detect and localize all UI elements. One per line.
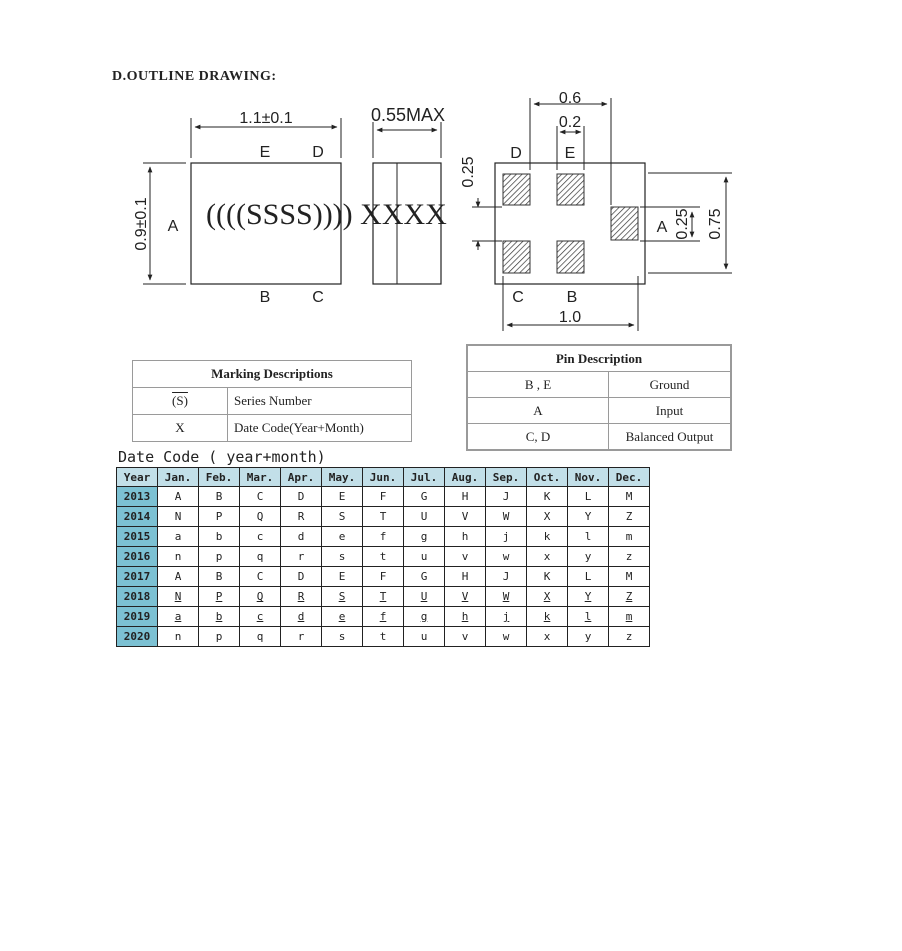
code-cell: u — [404, 547, 445, 567]
code-cell: B — [199, 487, 240, 507]
bottom-view — [460, 90, 732, 331]
column-header: Jan. — [158, 468, 199, 487]
code-cell: s — [322, 547, 363, 567]
code-cell: s — [322, 627, 363, 647]
date-code-title: Date Code ( year+month) — [118, 448, 326, 466]
code-cell: v — [445, 547, 486, 567]
function-cell: Ground — [609, 372, 732, 398]
top-view-marking: ((((SSSS)))) XXXX — [206, 198, 447, 231]
code-cell: f — [363, 527, 404, 547]
year-cell: 2015 — [117, 527, 158, 547]
code-cell: D — [281, 487, 322, 507]
bottom-pin-b: B — [566, 289, 578, 306]
year-cell: 2014 — [117, 507, 158, 527]
column-header: May. — [322, 468, 363, 487]
code-cell: N — [158, 507, 199, 527]
code-cell: x — [527, 547, 568, 567]
column-header: Apr. — [281, 468, 322, 487]
code-cell: h — [445, 527, 486, 547]
bottom-dim-right-inner: 0.25 — [674, 208, 691, 240]
column-header: Year — [117, 468, 158, 487]
code-cell: t — [363, 627, 404, 647]
code-cell: c — [240, 527, 281, 547]
code-cell: p — [199, 547, 240, 567]
year-cell: 2017 — [117, 567, 158, 587]
column-header: Sep. — [486, 468, 527, 487]
bottom-dim-right-outer: 0.75 — [707, 208, 724, 240]
top-pin-d: D — [312, 144, 324, 161]
description-cell: Date Code(Year+Month) — [228, 415, 412, 442]
code-cell: z — [609, 627, 650, 647]
code-cell: v — [445, 627, 486, 647]
code-cell: l — [568, 527, 609, 547]
function-cell: Input — [609, 398, 732, 424]
bottom-pin-d: D — [510, 145, 522, 162]
table-row — [117, 527, 650, 547]
code-cell: R — [281, 587, 322, 607]
pin-description-table — [466, 344, 732, 451]
code-cell: y — [568, 547, 609, 567]
code-cell: J — [486, 567, 527, 587]
code-cell: K — [527, 567, 568, 587]
code-cell: m — [609, 607, 650, 627]
code-cell: K — [527, 487, 568, 507]
code-cell: h — [445, 607, 486, 627]
table-row — [467, 424, 731, 451]
code-cell: A — [158, 487, 199, 507]
code-cell: L — [568, 487, 609, 507]
column-header: Jul. — [404, 468, 445, 487]
code-cell: Z — [609, 507, 650, 527]
top-view-height-dim: 0.9±0.1 — [133, 197, 150, 251]
code-cell: k — [527, 607, 568, 627]
year-cell: 2016 — [117, 547, 158, 567]
pin-description-title: Pin Description — [467, 345, 731, 372]
code-cell: x — [527, 627, 568, 647]
code-cell: z — [609, 547, 650, 567]
code-cell: F — [363, 567, 404, 587]
code-cell: u — [404, 627, 445, 647]
pin-cell: A — [467, 398, 609, 424]
code-cell: Y — [568, 507, 609, 527]
code-cell: A — [158, 567, 199, 587]
code-cell: M — [609, 567, 650, 587]
code-cell: e — [322, 607, 363, 627]
code-cell: U — [404, 507, 445, 527]
side-view — [371, 105, 445, 284]
code-cell: Q — [240, 587, 281, 607]
code-cell: B — [199, 567, 240, 587]
table-row — [117, 507, 650, 527]
code-cell: r — [281, 547, 322, 567]
column-header: Feb. — [199, 468, 240, 487]
table-row — [117, 587, 650, 607]
code-cell: g — [404, 607, 445, 627]
year-cell: 2013 — [117, 487, 158, 507]
pin-cell: C, D — [467, 424, 609, 451]
code-cell: b — [199, 607, 240, 627]
code-cell: J — [486, 487, 527, 507]
code-cell: S — [322, 507, 363, 527]
bottom-pin-e: E — [564, 145, 576, 162]
code-cell: w — [486, 547, 527, 567]
code-cell: r — [281, 627, 322, 647]
code-cell: Z — [609, 587, 650, 607]
table-row — [467, 398, 731, 424]
code-cell: X — [527, 587, 568, 607]
code-cell: T — [363, 507, 404, 527]
section-heading: D.OUTLINE DRAWING: — [112, 69, 277, 84]
code-cell: W — [486, 507, 527, 527]
code-cell: q — [240, 547, 281, 567]
column-header: Aug. — [445, 468, 486, 487]
table-row — [117, 627, 650, 647]
code-cell: H — [445, 567, 486, 587]
year-cell: 2020 — [117, 627, 158, 647]
bottom-dim-left: 0.25 — [460, 156, 477, 188]
code-cell: a — [158, 607, 199, 627]
pin-cell: B , E — [467, 372, 609, 398]
marking-descriptions-title: Marking Descriptions — [133, 361, 412, 388]
table-row — [467, 372, 731, 398]
description-cell: Series Number — [228, 388, 412, 415]
code-cell: m — [609, 527, 650, 547]
code-cell: t — [363, 547, 404, 567]
code-cell: C — [240, 487, 281, 507]
symbol-cell: X — [133, 415, 228, 442]
column-header: Oct. — [527, 468, 568, 487]
code-cell: R — [281, 507, 322, 527]
code-cell: V — [445, 587, 486, 607]
code-cell: Q — [240, 507, 281, 527]
code-cell: w — [486, 627, 527, 647]
code-cell: D — [281, 567, 322, 587]
code-cell: d — [281, 527, 322, 547]
table-row — [133, 415, 412, 442]
top-pin-b: B — [259, 289, 271, 306]
code-cell: F — [363, 487, 404, 507]
column-header: Dec. — [609, 468, 650, 487]
code-cell: M — [609, 487, 650, 507]
table-row — [117, 567, 650, 587]
code-cell: N — [158, 587, 199, 607]
code-cell: n — [158, 547, 199, 567]
code-cell: f — [363, 607, 404, 627]
bottom-dim-top-inner: 0.2 — [558, 114, 582, 131]
table-row — [117, 547, 650, 567]
top-pin-e: E — [259, 144, 271, 161]
code-cell: S — [322, 587, 363, 607]
code-cell: n — [158, 627, 199, 647]
table-row — [117, 607, 650, 627]
code-cell: P — [199, 507, 240, 527]
code-cell: c — [240, 607, 281, 627]
year-cell: 2018 — [117, 587, 158, 607]
top-view — [133, 110, 447, 306]
code-cell: U — [404, 587, 445, 607]
function-cell: Balanced Output — [609, 424, 732, 451]
top-view-width-dim: 1.1±0.1 — [239, 110, 293, 127]
outline-drawing — [0, 0, 902, 340]
code-cell: b — [199, 527, 240, 547]
code-cell: y — [568, 627, 609, 647]
date-code-table — [116, 467, 650, 647]
code-cell: P — [199, 587, 240, 607]
bottom-pin-a: A — [656, 219, 668, 236]
code-cell: q — [240, 627, 281, 647]
symbol-cell: (S) — [172, 393, 188, 408]
code-cell: Y — [568, 587, 609, 607]
code-cell: l — [568, 607, 609, 627]
bottom-dim-top-outer: 0.6 — [558, 90, 582, 107]
column-header: Jun. — [363, 468, 404, 487]
code-cell: d — [281, 607, 322, 627]
table-row — [133, 388, 412, 415]
code-cell: E — [322, 487, 363, 507]
code-cell: e — [322, 527, 363, 547]
code-cell: j — [486, 527, 527, 547]
table-row — [117, 487, 650, 507]
code-cell: X — [527, 507, 568, 527]
code-cell: C — [240, 567, 281, 587]
code-cell: j — [486, 607, 527, 627]
code-cell: a — [158, 527, 199, 547]
code-cell: G — [404, 487, 445, 507]
column-header: Mar. — [240, 468, 281, 487]
top-pin-a: A — [167, 218, 179, 235]
top-pin-c: C — [312, 289, 324, 306]
code-cell: k — [527, 527, 568, 547]
marking-descriptions-table — [132, 360, 412, 442]
column-header: Nov. — [568, 468, 609, 487]
code-cell: L — [568, 567, 609, 587]
code-cell: V — [445, 507, 486, 527]
date-code-header-row — [117, 468, 650, 487]
bottom-dim-bottom: 1.0 — [558, 309, 582, 326]
code-cell: E — [322, 567, 363, 587]
code-cell: W — [486, 587, 527, 607]
bottom-pin-c: C — [512, 289, 524, 306]
code-cell: G — [404, 567, 445, 587]
code-cell: H — [445, 487, 486, 507]
code-cell: T — [363, 587, 404, 607]
side-view-height-dim: 0.55MAX — [370, 105, 446, 125]
code-cell: g — [404, 527, 445, 547]
code-cell: p — [199, 627, 240, 647]
year-cell: 2019 — [117, 607, 158, 627]
